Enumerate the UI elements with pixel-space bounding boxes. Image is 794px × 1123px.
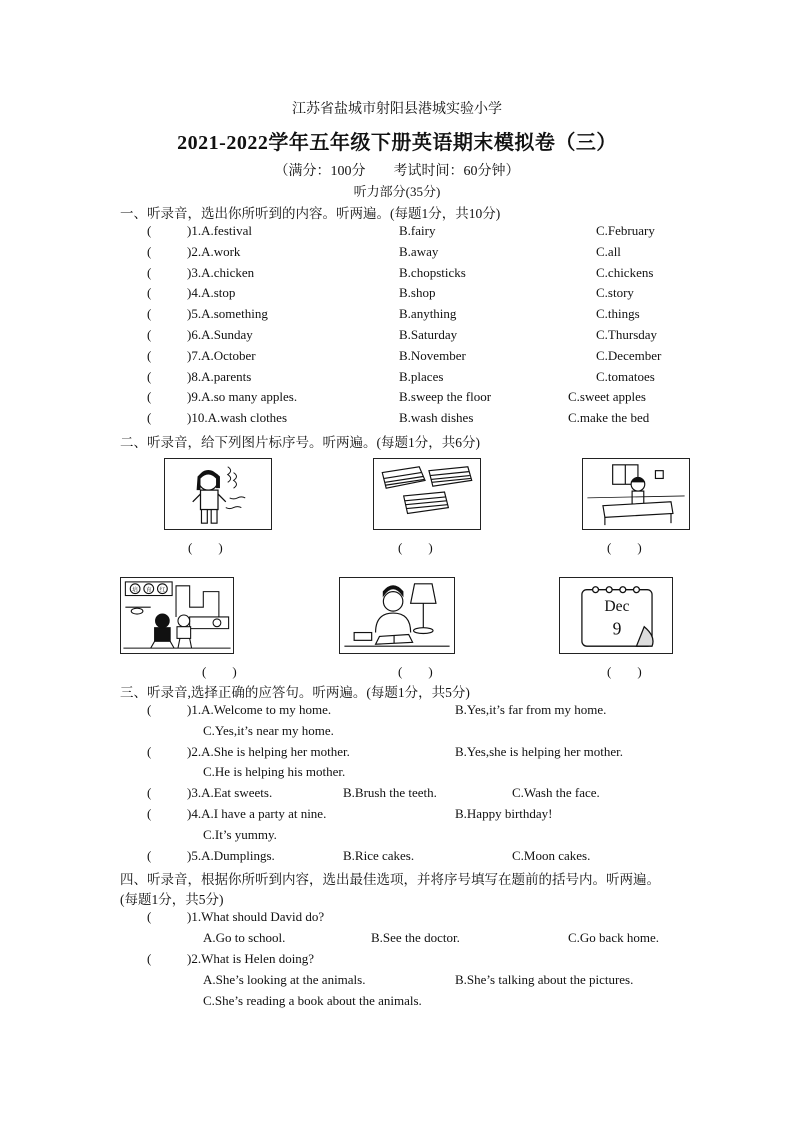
option-a: )7.A.October: [187, 347, 256, 363]
sign-char-2: 育: [145, 587, 152, 594]
answer-bracket[interactable]: (: [147, 410, 152, 426]
option-a: )3.A.Eat sweets.: [187, 785, 273, 801]
option-c: C.It’s yummy.: [203, 826, 277, 842]
option-b: B.See the doctor.: [371, 930, 460, 945]
picture-boy-bed: [582, 458, 690, 530]
option-c: C.December: [596, 347, 662, 363]
question-text: )1.What should David do?: [187, 909, 325, 924]
option-a: )10.A.wash clothes: [187, 410, 288, 426]
section3-line: [0, 744, 794, 764]
section1-item: [0, 265, 794, 285]
option-a: A.She’s looking at the animals.: [203, 972, 366, 987]
section1-item: [0, 327, 794, 347]
picture-sandwiches: [373, 458, 481, 530]
exam-title: 2021-2022学年五年级下册英语期末模拟卷（三）: [177, 132, 617, 154]
option-a: )4.A.stop: [187, 285, 236, 301]
section4-options-2: [0, 972, 794, 992]
section1-item: [0, 244, 794, 264]
section1-item: [0, 369, 794, 389]
option-c: C.Yes,it’s near my home.: [203, 722, 334, 738]
section4-question-2: [0, 951, 794, 971]
option-b: B.anything: [399, 306, 457, 322]
sign-char-3: 红: [159, 587, 166, 594]
section4-options-1: [0, 930, 794, 950]
option-b: B.November: [399, 347, 466, 363]
boy-bed-illustration: [583, 459, 689, 529]
option-b: B.chopsticks: [399, 264, 466, 280]
option-b: B.She’s talking about the pictures.: [455, 972, 634, 987]
section1-item: [0, 410, 794, 430]
section3-line: [0, 827, 794, 847]
option-c: C.chickens: [596, 264, 654, 280]
picture3-answer-blank[interactable]: ( ): [607, 540, 642, 555]
calendar-day: 9: [612, 618, 622, 639]
exam-subtitle: （满分：100分 考试时间：60分钟）: [274, 164, 520, 179]
option-c: C.February: [596, 223, 655, 238]
picture-man-reading: [339, 577, 455, 654]
answer-bracket[interactable]: (: [147, 951, 152, 966]
option-a: A.Go to school.: [203, 930, 286, 945]
option-b: B.away: [399, 243, 439, 259]
section3-line: [0, 723, 794, 743]
option-b: B.shop: [399, 285, 436, 301]
section4-heading: 四、听录音，根据你所听到内容，选出最佳选项，并将序号填写在题前的括号内。听两遍。: [120, 872, 660, 887]
section3-line: [0, 785, 794, 805]
option-b: B.Yes,it’s far from my home.: [455, 702, 607, 717]
section4-question-1: [0, 909, 794, 929]
sandwiches-illustration: [374, 459, 480, 529]
answer-bracket[interactable]: (: [147, 306, 152, 322]
picture1-answer-blank[interactable]: ( ): [188, 540, 223, 555]
answer-bracket[interactable]: (: [147, 368, 152, 384]
section3-line: [0, 848, 794, 868]
section2-heading: 二、听录音，给下列图片标序号。听两遍。(每题1分，共6分): [120, 435, 480, 450]
option-b: B.wash dishes: [399, 410, 474, 426]
calendar-month: Dec: [604, 598, 630, 616]
option-c: C.make the bed: [568, 410, 650, 426]
option-a: )1.A.festival: [187, 223, 252, 238]
picture-calendar: [559, 577, 673, 654]
option-c: C.Wash the face.: [512, 785, 600, 801]
option-a: )8.A.parents: [187, 368, 252, 384]
option-c: C.sweet apples: [568, 389, 646, 405]
section3-line: [0, 702, 794, 722]
option-c: C.tomatoes: [596, 368, 655, 384]
option-b: B.Saturday: [399, 327, 458, 342]
listening-part-label: 听力部分(35分): [353, 184, 441, 199]
answer-bracket[interactable]: (: [147, 743, 152, 759]
option-c: C.Thursday: [596, 327, 658, 342]
answer-bracket[interactable]: (: [147, 702, 152, 717]
answer-bracket[interactable]: (: [147, 847, 152, 863]
section3-line: [0, 764, 794, 784]
street-illustration: [121, 578, 233, 653]
option-a: )2.A.work: [187, 243, 241, 259]
option-c: C.She’s reading a book about the animals.: [203, 993, 422, 1008]
section3-line: [0, 806, 794, 826]
answer-bracket[interactable]: (: [147, 389, 152, 405]
option-b: B.Brush the teeth.: [343, 785, 437, 801]
section1-item: [0, 306, 794, 326]
answer-bracket[interactable]: (: [147, 223, 152, 238]
option-c: C.Go back home.: [568, 930, 659, 945]
picture-street: [120, 577, 234, 654]
man-reading-illustration: [340, 578, 454, 653]
section1-item: [0, 285, 794, 305]
answer-bracket[interactable]: (: [147, 909, 152, 924]
section1-heading: 一、听录音，选出你所听到的内容。听两遍。(每题1分，共10分): [120, 206, 501, 221]
answer-bracket[interactable]: (: [147, 243, 152, 259]
girl-cold-illustration: [165, 459, 271, 529]
picture-girl-cold: [164, 458, 272, 530]
option-a: )5.A.Dumplings.: [187, 847, 275, 863]
section1-item: [0, 389, 794, 409]
picture2-answer-blank[interactable]: ( ): [398, 540, 433, 555]
picture5-answer-blank[interactable]: ( ): [398, 664, 433, 679]
option-a: )2.A.She is helping her mother.: [187, 743, 350, 759]
option-b: B.places: [399, 368, 444, 384]
option-a: )5.A.something: [187, 306, 268, 322]
option-b: B.Yes,she is helping her mother.: [455, 743, 624, 759]
option-b: B.Rice cakes.: [343, 847, 415, 863]
option-b: B.fairy: [399, 223, 436, 238]
option-a: )3.A.chicken: [187, 264, 255, 280]
answer-bracket[interactable]: (: [147, 806, 152, 821]
answer-bracket[interactable]: (: [147, 264, 152, 280]
option-b: B.sweep the floor: [399, 389, 492, 405]
option-b: B.Happy birthday!: [455, 806, 553, 821]
option-c: C.story: [596, 285, 634, 301]
option-a: )4.A.I have a party at nine.: [187, 806, 327, 821]
answer-bracket[interactable]: (: [147, 327, 152, 342]
option-a: )9.A.so many apples.: [187, 389, 298, 405]
section4-heading-score: (每题1分，共5分): [120, 892, 224, 907]
section3-heading: 三、听录音,选择正确的应答句。听两遍。(每题1分，共5分): [120, 685, 470, 700]
section1-item: [0, 223, 794, 243]
option-c: C.all: [596, 243, 621, 259]
question-text: )2.What is Helen doing?: [187, 951, 315, 966]
sign-char-1: 培: [132, 587, 139, 594]
picture4-answer-blank[interactable]: ( ): [202, 664, 237, 679]
section1-item: [0, 348, 794, 368]
section4-options-2-cont: [0, 993, 794, 1013]
option-a: )1.A.Welcome to my home.: [187, 702, 332, 717]
picture6-answer-blank[interactable]: ( ): [607, 664, 642, 679]
calendar-illustration: [560, 578, 672, 653]
answer-bracket[interactable]: (: [147, 785, 152, 801]
option-c: C.Moon cakes.: [512, 847, 591, 863]
school-name: 江苏省盐城市射阳县港城实验小学: [292, 102, 502, 117]
option-a: )6.A.Sunday: [187, 327, 253, 342]
answer-bracket[interactable]: (: [147, 285, 152, 301]
option-c: C.He is helping his mother.: [203, 764, 346, 780]
answer-bracket[interactable]: (: [147, 347, 152, 363]
option-c: C.things: [596, 306, 640, 322]
